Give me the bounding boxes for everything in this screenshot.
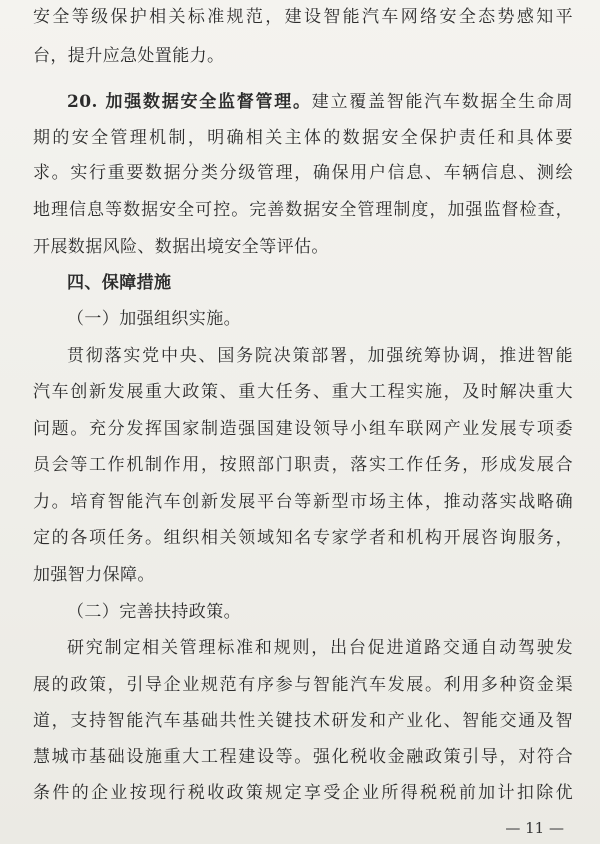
text-line: 台，提升应急处置能力。 bbox=[33, 46, 225, 66]
clause-heading: 20. 加强数据安全监督管理。 bbox=[67, 92, 312, 112]
text-line: 汽车创新发展重大政策、重大任务、重大工程实施，及时解决重大 bbox=[33, 382, 573, 402]
clause-text: 建立覆盖智能汽车数据全生命周 bbox=[311, 92, 573, 112]
text-line: 开展数据风险、数据出境安全等评估。 bbox=[33, 237, 329, 257]
text-line: 贯彻落实党中央、国务院决策部署，加强统筹协调，推进智能 bbox=[67, 346, 573, 366]
section-heading: 四、保障措施 bbox=[67, 273, 172, 293]
subsection-heading: （二）完善扶持政策。 bbox=[67, 602, 241, 622]
text-line: 问题。充分发挥国家制造强国建设领导小组车联网产业发展专项委 bbox=[33, 419, 573, 439]
text-line bbox=[67, 91, 573, 113]
text-line: 力。培育智能汽车创新发展平台等新型市场主体，推动落实战略确 bbox=[33, 492, 573, 512]
text-line: 定的各项任务。组织相关领域知名专家学者和机构开展咨询服务， bbox=[33, 528, 573, 548]
page-number: — 11 — bbox=[505, 819, 564, 837]
text-line: 条件的企业按现行税收政策规定享受企业所得税税前加计扣除优 bbox=[33, 783, 573, 803]
text-line: 员会等工作机制作用，按照部门职责，落实工作任务，形成发展合 bbox=[33, 455, 573, 475]
text-line: 道，支持智能汽车基础共性关键技术研发和产业化、智能交通及智 bbox=[33, 711, 573, 731]
text-line: 研究制定相关管理标准和规则，出台促进道路交通自动驾驶发 bbox=[67, 638, 573, 658]
text-line: 慧城市基础设施重大工程建设等。强化税收金融政策引导，对符合 bbox=[33, 747, 573, 767]
text-line: 期的安全管理机制，明确相关主体的数据安全保护责任和具体要 bbox=[33, 128, 573, 148]
text-line: 求。实行重要数据分类分级管理，确保用户信息、车辆信息、测绘 bbox=[33, 163, 573, 183]
subsection-heading: （一）加强组织实施。 bbox=[67, 309, 241, 329]
text-line: 地理信息等数据安全可控。完善数据安全管理制度，加强监督检查， bbox=[33, 200, 573, 220]
text-line: 安全等级保护相关标准规范，建设智能汽车网络安全态势感知平 bbox=[33, 7, 573, 27]
text-line: 加强智力保障。 bbox=[33, 565, 155, 585]
text-line: 展的政策，引导企业规范有序参与智能汽车发展。利用多种资金渠 bbox=[33, 675, 573, 695]
